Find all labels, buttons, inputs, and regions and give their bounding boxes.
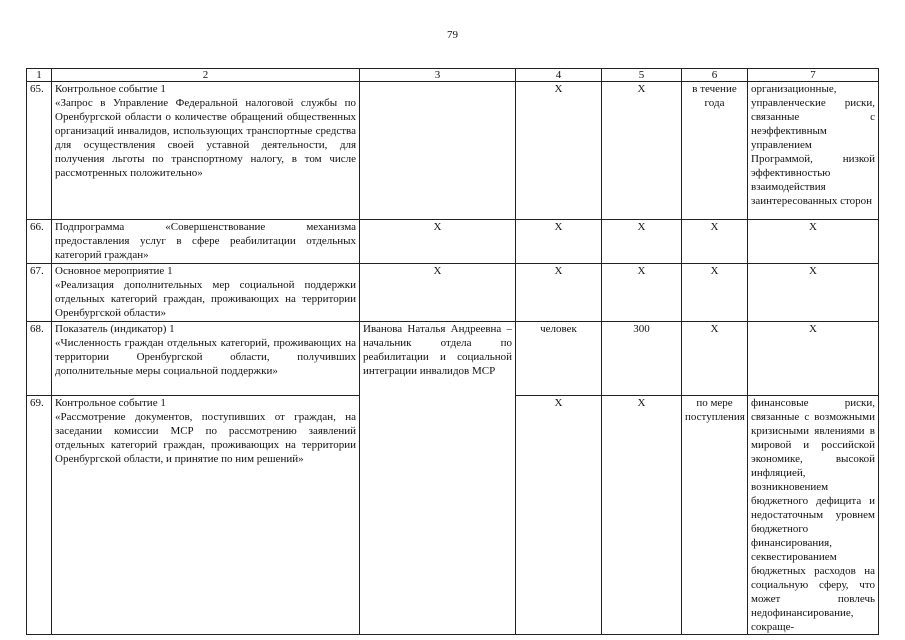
responsible-cell: Иванова Наталья Андреевна – начальник отдела по реабилитации и социальной интеграции инвалидов МСР [360, 322, 516, 635]
table-row [27, 82, 879, 220]
col5-cell: 300 [602, 322, 682, 396]
row-detail: «Запрос в Управление Федеральной налоговой службы по Оренбургской области о количестве обращений общественных организаций инвалидов, использующих транспортные средства для осуществления своей уставной деятельности, для получения льготы по транспортному налогу, в том числе рассмотренных положительно» [55, 97, 356, 179]
risk-cell: финансовые риски, связанные с возможными кризисными явлениями в мировой и российской экономике, высокой инфляцией, возникновением бюджетного дефицита и недостаточным уровнем бюджетного финансирования, секвестированием бюджетных расходов на социальную сферу, что может повлечь недофинансирование, сокраще- [748, 396, 879, 635]
col5-cell: X [602, 82, 682, 220]
row-description [52, 264, 360, 322]
row-detail: «Рассмотрение документов, поступивших от граждан, на заседании комиссии МСР по рассмотрению заявлений отдельных категорий граждан, проживающих на территории Оренбургской области, и принятие по ним решений» [55, 411, 356, 465]
col6-cell: в течение года [682, 82, 748, 220]
risk-cell: организационные, управленческие риски, связанные с неэффективным управлением Программой, низкой эффективностью взаимодействия заинтересованных сторон [748, 82, 879, 220]
row-number: 65. [27, 82, 52, 220]
responsible-cell: X [360, 264, 516, 322]
column-header: 1 [27, 69, 52, 82]
row-detail: «Реализация дополнительных мер социальной поддержки отдельных категорий граждан, проживающих на территории Оренбургской области» [55, 279, 356, 319]
column-header: 5 [602, 69, 682, 82]
table-header-row [27, 69, 879, 82]
row-title: Основное мероприятие 1 [55, 265, 173, 277]
row-title: Контрольное событие 1 [55, 83, 166, 95]
col4-cell: X [516, 396, 602, 635]
row-number: 66. [27, 220, 52, 264]
responsible-cell [360, 82, 516, 220]
row-number: 69. [27, 396, 52, 635]
col6-cell: X [682, 220, 748, 264]
column-header: 7 [748, 69, 879, 82]
row-description [52, 322, 360, 396]
table-row [27, 220, 879, 264]
col6-cell: X [682, 322, 748, 396]
column-header: 3 [360, 69, 516, 82]
row-title: Показатель (индикатор) 1 [55, 323, 175, 335]
row-number: 68. [27, 322, 52, 396]
col4-cell: X [516, 82, 602, 220]
risk-cell: X [748, 264, 879, 322]
row-description [52, 396, 360, 635]
col5-cell: X [602, 264, 682, 322]
document-table [26, 68, 879, 635]
row-description [52, 82, 360, 220]
risk-cell: X [748, 220, 879, 264]
risk-cell: X [748, 322, 879, 396]
responsible-cell: X [360, 220, 516, 264]
col4-cell: человек [516, 322, 602, 396]
table-row [27, 322, 879, 396]
row-number: 67. [27, 264, 52, 322]
col5-cell: X [602, 220, 682, 264]
row-description [52, 220, 360, 264]
row-title: Контрольное событие 1 [55, 397, 166, 409]
table-row [27, 264, 879, 322]
col4-cell: X [516, 220, 602, 264]
page-number: 79 [447, 29, 458, 41]
col6-cell: X [682, 264, 748, 322]
row-title: Подпрограмма «Совершенствование механизма предоставления услуг в сфере реабилитации отдельных категорий граждан» [55, 221, 356, 261]
col6-cell: по мере поступления [682, 396, 748, 635]
column-header: 4 [516, 69, 602, 82]
col5-cell: X [602, 396, 682, 635]
column-header: 2 [52, 69, 360, 82]
col4-cell: X [516, 264, 602, 322]
row-detail: «Численность граждан отдельных категорий, проживающих на территории Оренбургской области, получивших дополнительные меры социальной поддержки» [55, 337, 356, 377]
column-header: 6 [682, 69, 748, 82]
